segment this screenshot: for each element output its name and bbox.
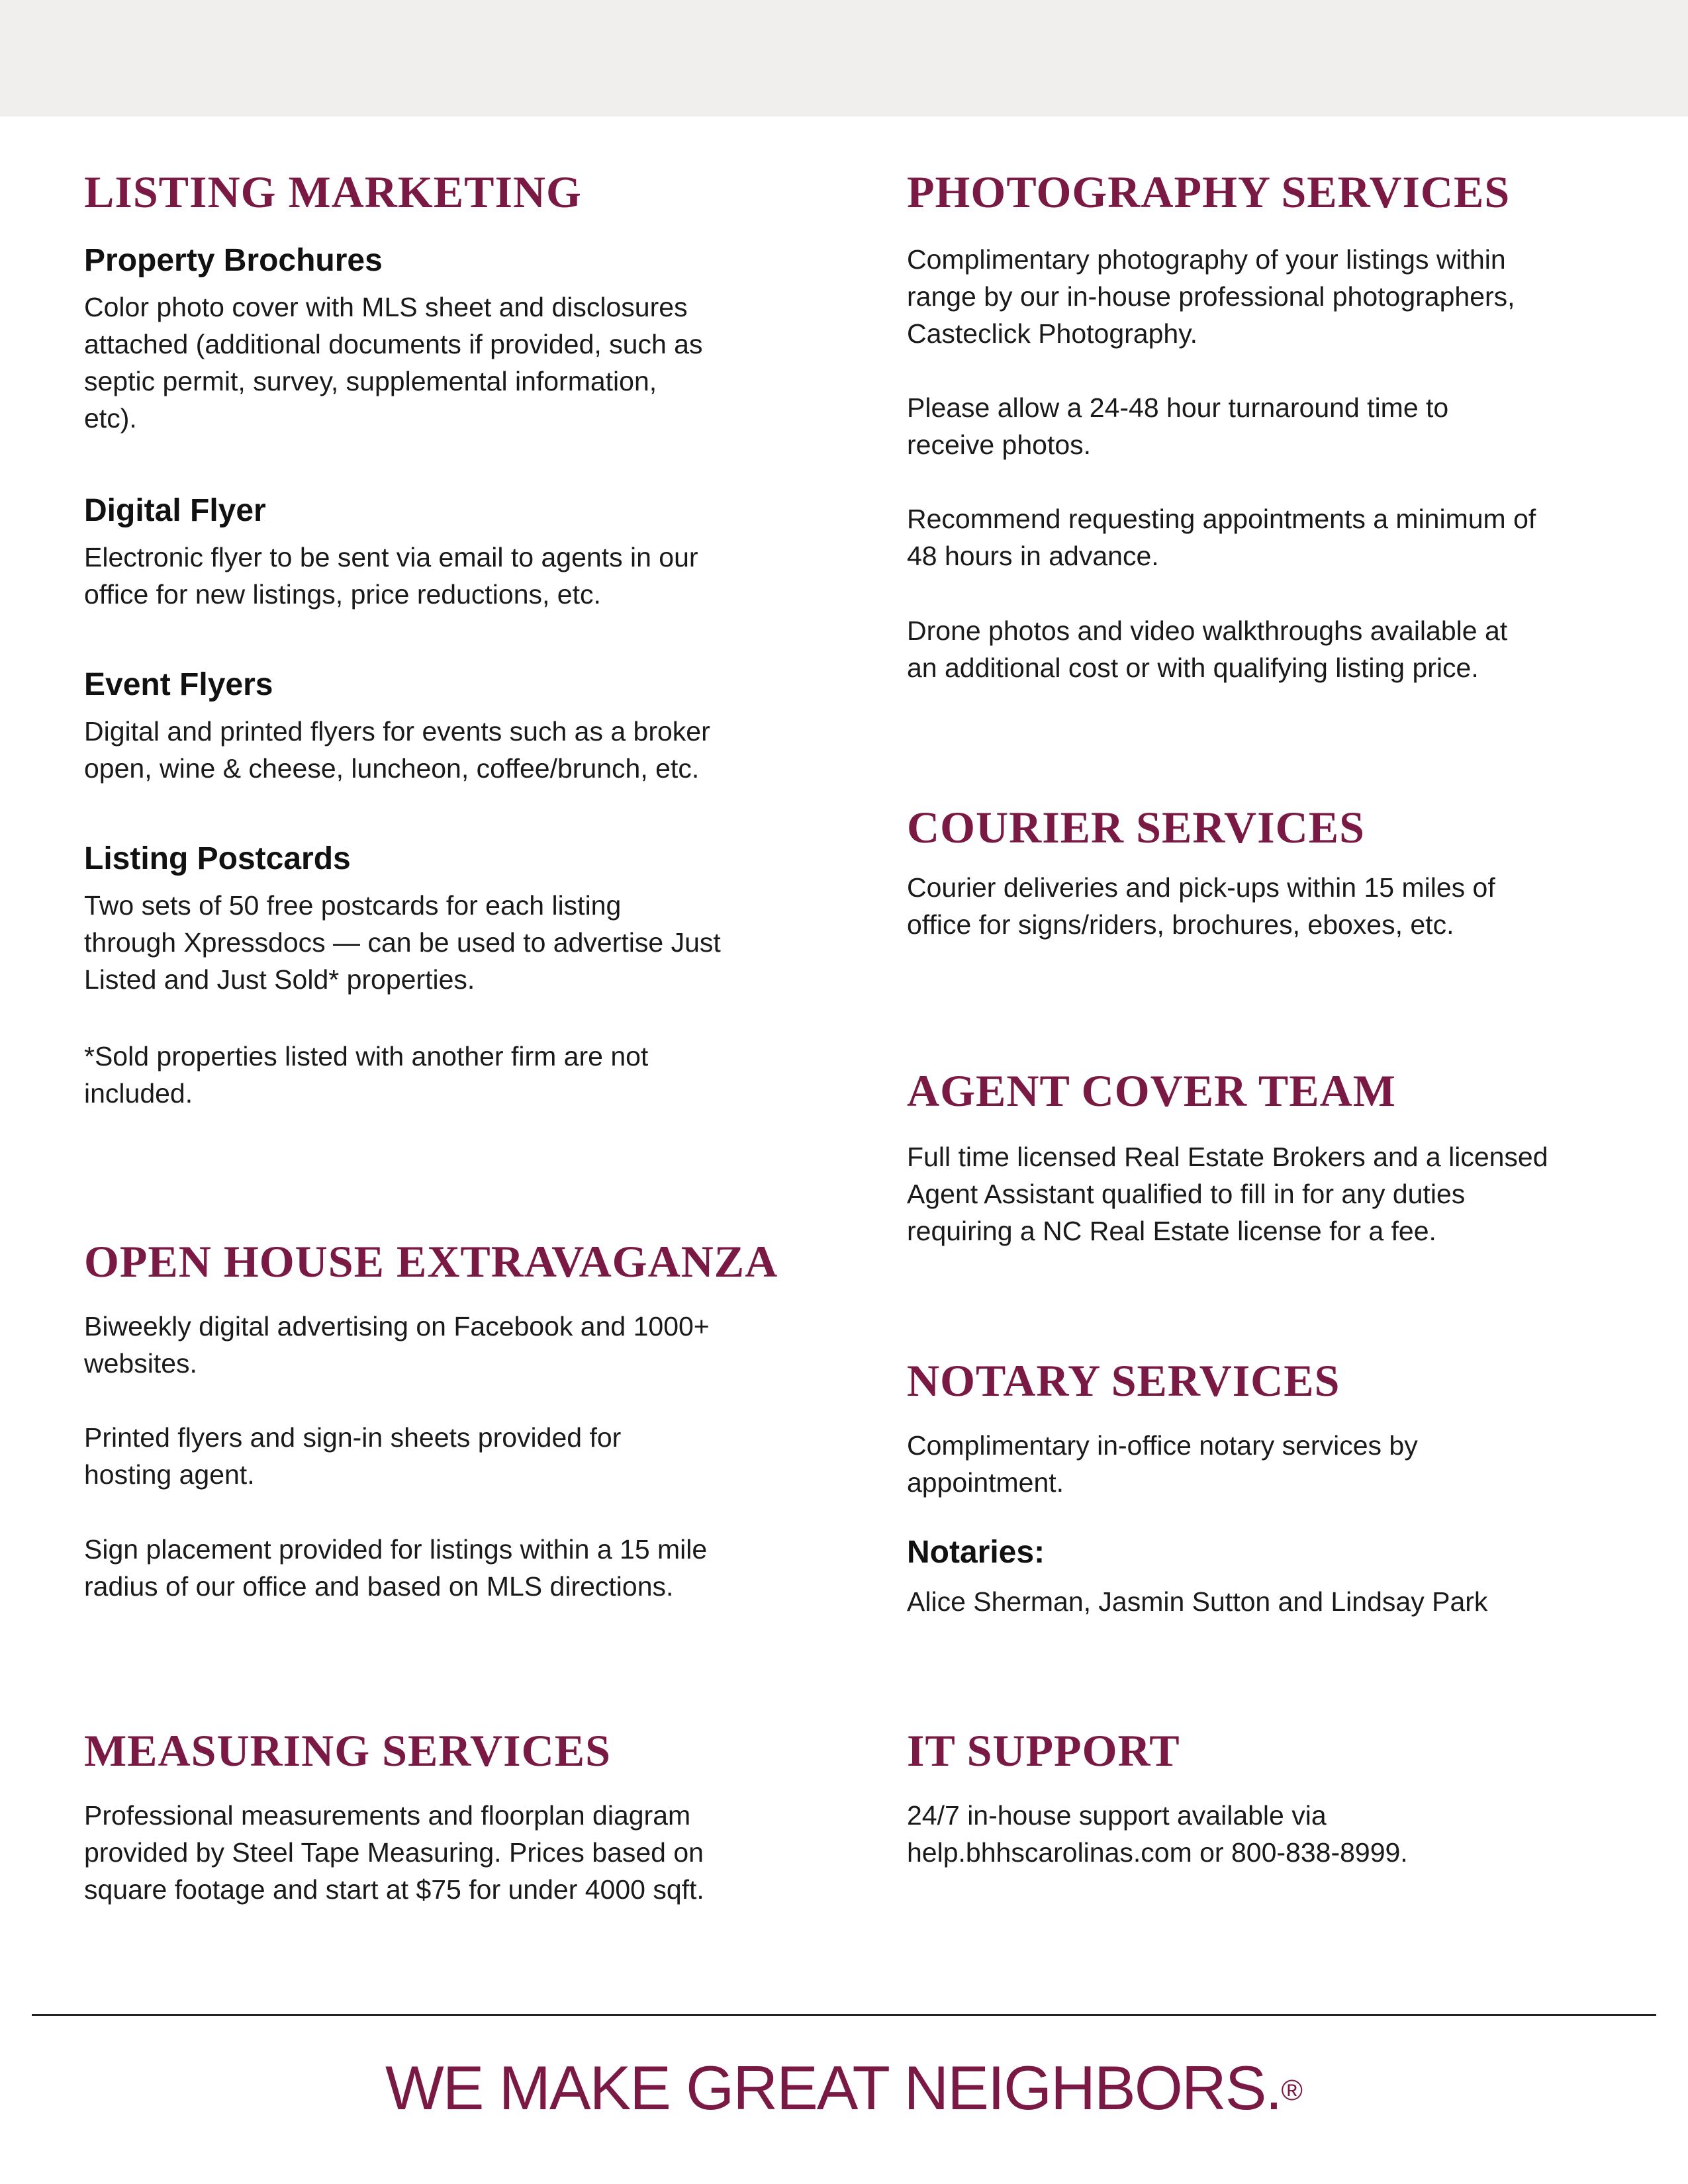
it-support-section [907, 1724, 1622, 1777]
footer-tagline [0, 2052, 1688, 2124]
item-heading: Listing Postcards [84, 841, 351, 876]
courier-section [907, 801, 1622, 854]
notary-section [907, 1354, 1622, 1407]
courier-text: Courier deliveries and pick-ups within 15 miles of office for signs/riders, brochures, eboxes, etc. [907, 872, 1495, 940]
section-title: PHOTOGRAPHY SERVICES [907, 167, 1511, 217]
item-text: Digital and printed flyers for events such as a broker open, wine & cheese, luncheon, coffee/brunch, etc. [84, 716, 710, 784]
agent-cover-text: Full time licensed Real Estate Brokers and a licensed Agent Assistant qualified to fill in for any duties requiring a NC Real Estate license for a fee. [907, 1142, 1548, 1246]
section-title: NOTARY SERVICES [907, 1355, 1340, 1406]
photography-paragraph: Drone photos and video walkthroughs available at an additional cost or with qualifying listing price. [907, 615, 1508, 683]
measuring-section [84, 1724, 773, 1777]
open-house-paragraph: Sign placement provided for listings within a 15 mile radius of our office and based on MLS directions. [84, 1534, 708, 1602]
top-band [0, 0, 1688, 116]
item-text: Color photo cover with MLS sheet and disclosures attached (additional documents if provided, such as septic permit, survey, supplemental information, etc). [84, 292, 703, 433]
section-title: COURIER SERVICES [907, 802, 1365, 852]
sold-footnote: *Sold properties listed with another firm are not included. [84, 1041, 649, 1109]
photography-section [907, 165, 1622, 218]
photography-paragraph: Please allow a 24-48 hour turnaround time to receive photos. [907, 392, 1449, 460]
tagline-text: WE MAKE GREAT NEIGHBORS. [385, 2053, 1282, 2122]
listing-marketing-section [84, 165, 773, 218]
photography-paragraph: Recommend requesting appointments a minimum of 48 hours in advance. [907, 504, 1536, 571]
registered-mark: ® [1281, 2074, 1303, 2107]
section-title: MEASURING SERVICES [84, 1725, 611, 1776]
item-heading: Event Flyers [84, 667, 273, 702]
section-title: AGENT COVER TEAM [907, 1066, 1396, 1116]
agent-cover-section [907, 1064, 1622, 1117]
section-title: LISTING MARKETING [84, 167, 582, 217]
digital-flyer-block [84, 491, 773, 613]
open-house-paragraph: Biweekly digital advertising on Facebook and 1000+ websites. [84, 1311, 710, 1379]
open-house-paragraph: Printed flyers and sign-in sheets provided for hosting agent. [84, 1422, 622, 1490]
item-text: Two sets of 50 free postcards for each listing through Xpressdocs — can be used to advertise Just Listed and Just Sold* properties. [84, 890, 721, 995]
measuring-text: Professional measurements and floorplan diagram provided by Steel Tape Measuring. Prices based on square footage and start at $75 for under 4000 sqft. [84, 1800, 704, 1905]
notaries-names: Alice Sherman, Jasmin Sutton and Lindsay Park [907, 1586, 1488, 1617]
item-heading: Digital Flyer [84, 493, 266, 528]
item-text: Electronic flyer to be sent via email to agents in our office for new listings, price reductions, etc. [84, 542, 698, 610]
photography-paragraph: Complimentary photography of your listings within range by our in-house professional photographers, Casteclick Photography. [907, 244, 1515, 349]
listing-postcards-block [84, 839, 773, 998]
open-house-section [84, 1235, 778, 1288]
notaries-label: Notaries: [907, 1535, 1045, 1570]
section-title: OPEN HOUSE EXTRAVAGANZA [84, 1236, 778, 1287]
property-brochures-block [84, 241, 773, 437]
item-heading: Property Brochures [84, 243, 383, 278]
event-flyers-block [84, 665, 773, 787]
it-support-text: 24/7 in-house support available via help.bhhscarolinas.com or 800-838-8999. [907, 1800, 1408, 1868]
notary-text: Complimentary in-office notary services by appointment. [907, 1430, 1418, 1498]
section-title: IT SUPPORT [907, 1725, 1180, 1776]
footer-divider [32, 2014, 1656, 2016]
